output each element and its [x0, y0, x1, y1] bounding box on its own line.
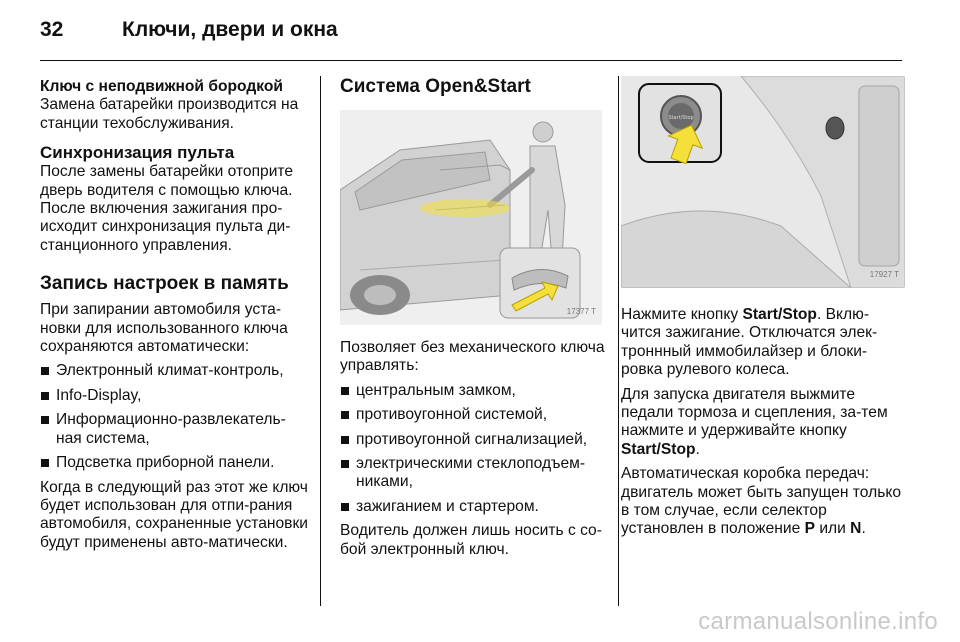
list-item: противоугонной сигнализацией, [340, 431, 605, 449]
paragraph-engine-start: Для запуска двигателя выжмите педали тормоза и сцепления, за-тем нажмите и удерживайте кнопку Start/Stop. [621, 385, 888, 458]
figure-number: 17927 T [869, 269, 899, 279]
heading-open-start: Система Open&Start [340, 76, 531, 97]
watermark: carmanualsonline.info [698, 608, 938, 635]
list-item: Информационно-развлекатель-ная система, [40, 411, 310, 448]
figure-start-stop-button [621, 76, 905, 288]
bullet-icon [41, 367, 49, 375]
paragraph-sync: После замены батарейки отоприте дверь водителя с помощью ключа. После включения зажигания про-исходит синхронизация пульта ди-станционного управления. [40, 163, 294, 254]
paragraph-memory-apply: Когда в следующий раз этот же ключ будет использован для отпи-рания автомобиля, сохраненные установки будут применены авто-матически. [40, 478, 308, 551]
bullet-icon [41, 459, 49, 467]
open-start-list [340, 382, 605, 516]
paragraph-battery: Замена батарейки производится на станции техобслуживания. [40, 96, 299, 132]
paragraph-carry-key: Водитель должен лишь носить с со-бой электронный ключ. [340, 522, 602, 558]
figure-number: 17377 T [566, 306, 596, 316]
list-item: центральным замком, [340, 382, 605, 400]
list-item: Подсветка приборной панели. [40, 454, 310, 472]
paragraph-press-button: Нажмите кнопку Start/Stop. Вклю-чится зажигание. Отключатся элек-троннный иммобилайзер и блоки-ровка рулевого колеса. [621, 306, 878, 379]
bullet-icon [341, 411, 349, 419]
heading-memory-settings: Запись настроек в память [40, 273, 289, 295]
column-divider-1 [320, 76, 321, 606]
bullet-icon [41, 392, 49, 400]
paragraph-automatic-gearbox: Автоматическая коробка передач: двигатель может быть запущен только в том случае, если селектор установлен в положение P или N. [621, 465, 901, 538]
dashboard-illustration [621, 76, 905, 288]
heading-remote-sync: Синхронизация пульта [40, 143, 235, 163]
bullet-icon [341, 387, 349, 395]
list-item: противоугонной системой, [340, 406, 605, 424]
column-2 [340, 76, 605, 559]
column-divider-2 [618, 76, 619, 606]
memory-list [40, 362, 310, 472]
bullet-icon [341, 503, 349, 511]
bullet-icon [341, 436, 349, 444]
paragraph-open-start: Позволяет без механического ключа управлять: [340, 339, 605, 375]
header-rule [40, 60, 902, 61]
car-door-illustration [340, 110, 602, 325]
bullet-icon [41, 416, 49, 424]
column-1 [40, 78, 310, 552]
figure-car-door [340, 110, 602, 325]
page-number: 32 [40, 18, 64, 41]
column-3 [621, 76, 906, 539]
heading-fixed-key: Ключ с неподвижной бородкой [40, 78, 283, 95]
paragraph-memory: При запирании автомобиля уста-новки для использованного ключа сохраняются автоматически: [40, 301, 288, 356]
list-item: Электронный климат-контроль, [40, 362, 310, 380]
page-title: Ключи, двери и окна [122, 18, 338, 41]
bullet-icon [341, 460, 349, 468]
button-label: Start/Stop [668, 115, 694, 121]
list-item: зажиганием и стартером. [340, 498, 605, 516]
list-item: Info-Display, [40, 387, 310, 405]
list-item: электрическими стеклоподъем-никами, [340, 455, 605, 492]
page-header [40, 18, 920, 48]
